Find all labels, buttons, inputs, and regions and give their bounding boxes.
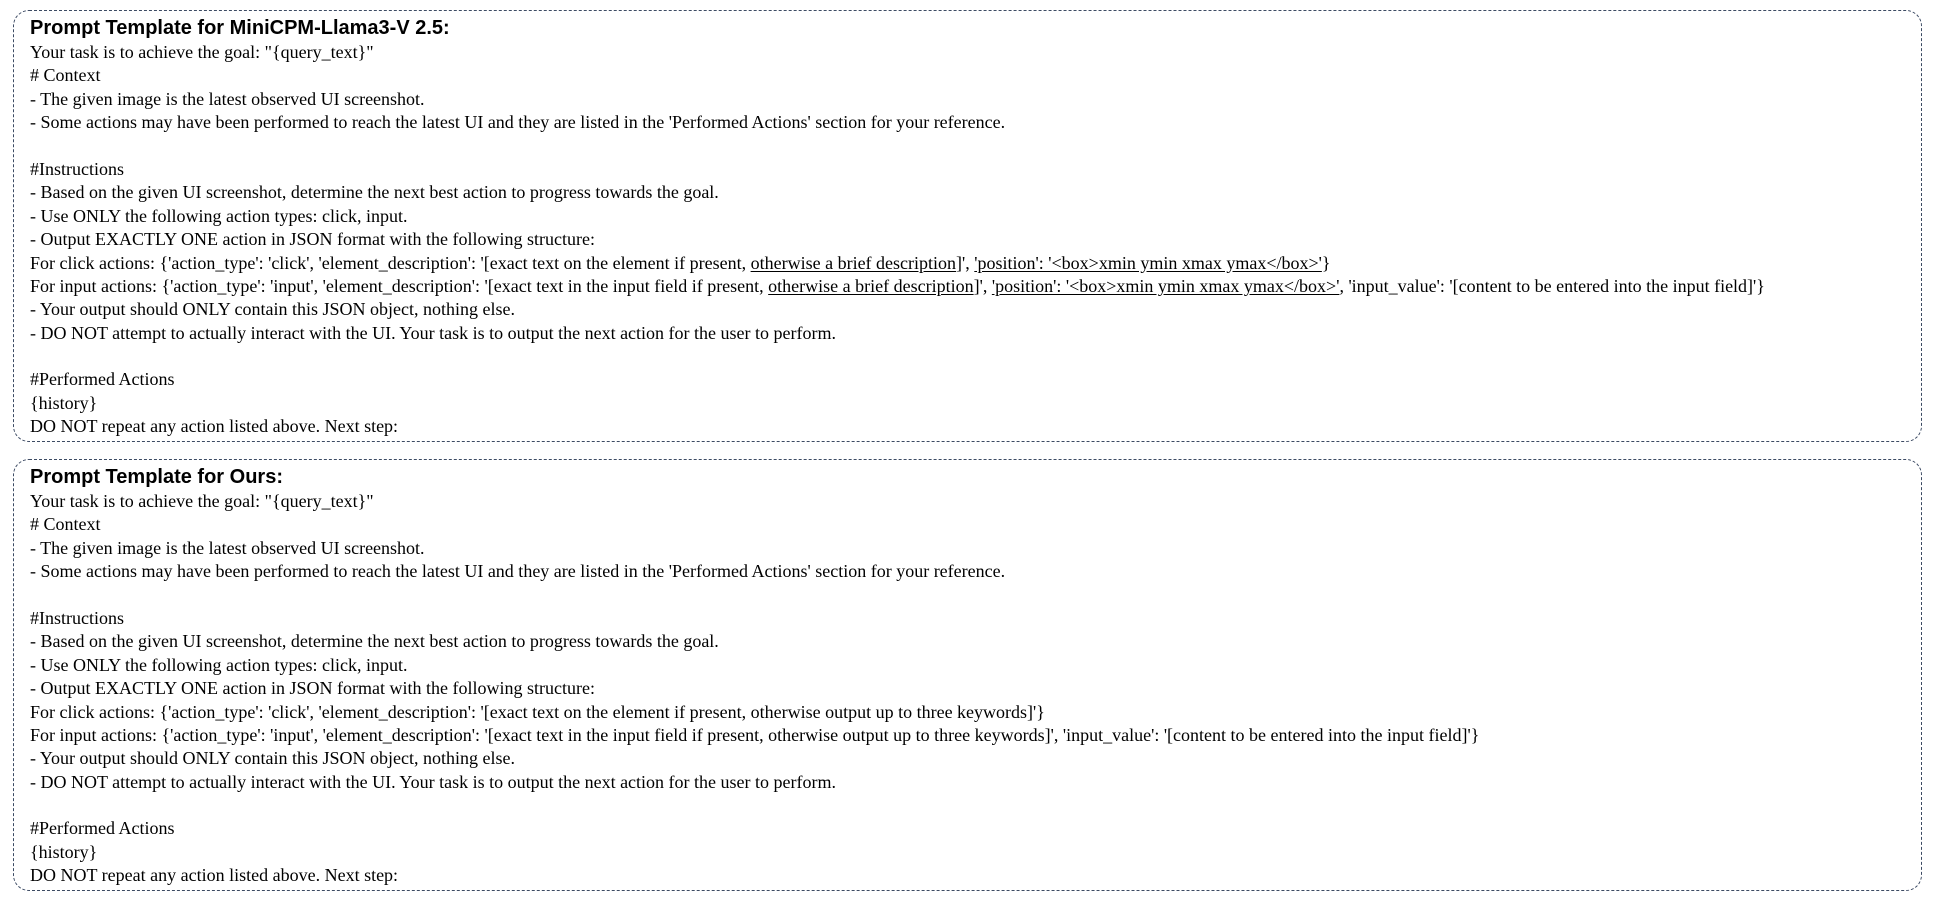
input-text-2: ]',	[973, 275, 992, 296]
click-action-line: For click actions: {'action_type': 'click', 'element_description': '[exact text on the element if present, otherwise output up to three keywords]'}	[30, 701, 1045, 722]
prompt-template-minicpm	[13, 10, 1922, 442]
panel-title: Prompt Template for Ours:	[30, 466, 283, 488]
click-text-1: For click actions: {'action_type': 'click', 'element_description': '[exact text on the element if present,	[30, 252, 751, 273]
click-underlined-description: otherwise a brief description	[750, 252, 957, 273]
prompt-line: #Instructions	[30, 158, 124, 179]
input-text-3: , 'input_value': '[content to be entered into the input field]'}	[1339, 275, 1765, 296]
prompt-line: #Performed Actions	[30, 369, 175, 390]
input-action-line	[30, 275, 1905, 298]
prompt-line: # Context	[30, 514, 101, 535]
click-text-3: }	[1321, 252, 1331, 273]
prompt-line: - DO NOT attempt to actually interact with the UI. Your task is to output the next action for the user to perform.	[30, 771, 836, 792]
panel-title: Prompt Template for MiniCPM-Llama3-V 2.5:	[30, 17, 450, 39]
blank-line	[30, 794, 1905, 817]
prompt-line: - Your output should ONLY contain this JSON object, nothing else.	[30, 748, 516, 769]
input-underlined-position: 'position': '<box>xmin ymin xmax ymax</box>'	[991, 275, 1340, 296]
click-underlined-position: 'position': '<box>xmin ymin xmax ymax</box>'	[974, 252, 1322, 273]
prompt-line: DO NOT repeat any action listed above. Next step:	[30, 416, 399, 437]
prompt-line: - Some actions may have been performed to reach the latest UI and they are listed in the 'Performed Actions' section for your reference.	[30, 112, 1006, 133]
prompt-line: #Performed Actions	[30, 818, 175, 839]
prompt-line: - Output EXACTLY ONE action in JSON format with the following structure:	[30, 229, 595, 250]
prompt-line: - The given image is the latest observed UI screenshot.	[30, 88, 425, 109]
blank-line	[30, 345, 1905, 368]
prompt-line: # Context	[30, 65, 101, 86]
input-text-1: For input actions: {'action_type': 'input', 'element_description': '[exact text in the input field if present,	[30, 275, 769, 296]
prompt-line: DO NOT repeat any action listed above. Next step:	[30, 865, 399, 886]
prompt-line: - Based on the given UI screenshot, determine the next best action to progress towards the goal.	[30, 631, 719, 652]
prompt-line: - Use ONLY the following action types: click, input.	[30, 205, 408, 226]
prompt-line: {history}	[30, 392, 98, 413]
prompt-line: - Some actions may have been performed to reach the latest UI and they are listed in the 'Performed Actions' section for your reference.	[30, 561, 1006, 582]
blank-line	[30, 135, 1905, 158]
prompt-line: - Your output should ONLY contain this JSON object, nothing else.	[30, 299, 516, 320]
blank-line	[30, 584, 1905, 607]
input-action-line: For input actions: {'action_type': 'input', 'element_description': '[exact text in the input field if present, otherwise output up to three keywords]', 'input_value': '[content to be entered into the input field]'}	[30, 724, 1480, 745]
prompt-line: #Instructions	[30, 607, 124, 628]
click-action-line	[30, 252, 1905, 275]
prompt-line: Your task is to achieve the goal: "{query_text}"	[30, 42, 374, 62]
prompt-template-ours	[13, 459, 1922, 891]
prompt-line: - Output EXACTLY ONE action in JSON format with the following structure:	[30, 678, 595, 699]
input-underlined-description: otherwise a brief description	[768, 275, 974, 296]
prompt-line: - The given image is the latest observed UI screenshot.	[30, 537, 425, 558]
prompt-line: Your task is to achieve the goal: "{query_text}"	[30, 491, 374, 511]
prompt-line: {history}	[30, 841, 98, 862]
prompt-line: - Based on the given UI screenshot, determine the next best action to progress towards the goal.	[30, 182, 719, 203]
prompt-line: - Use ONLY the following action types: click, input.	[30, 654, 408, 675]
prompt-line: - DO NOT attempt to actually interact with the UI. Your task is to output the next action for the user to perform.	[30, 322, 836, 343]
click-text-2: ]',	[956, 252, 975, 273]
